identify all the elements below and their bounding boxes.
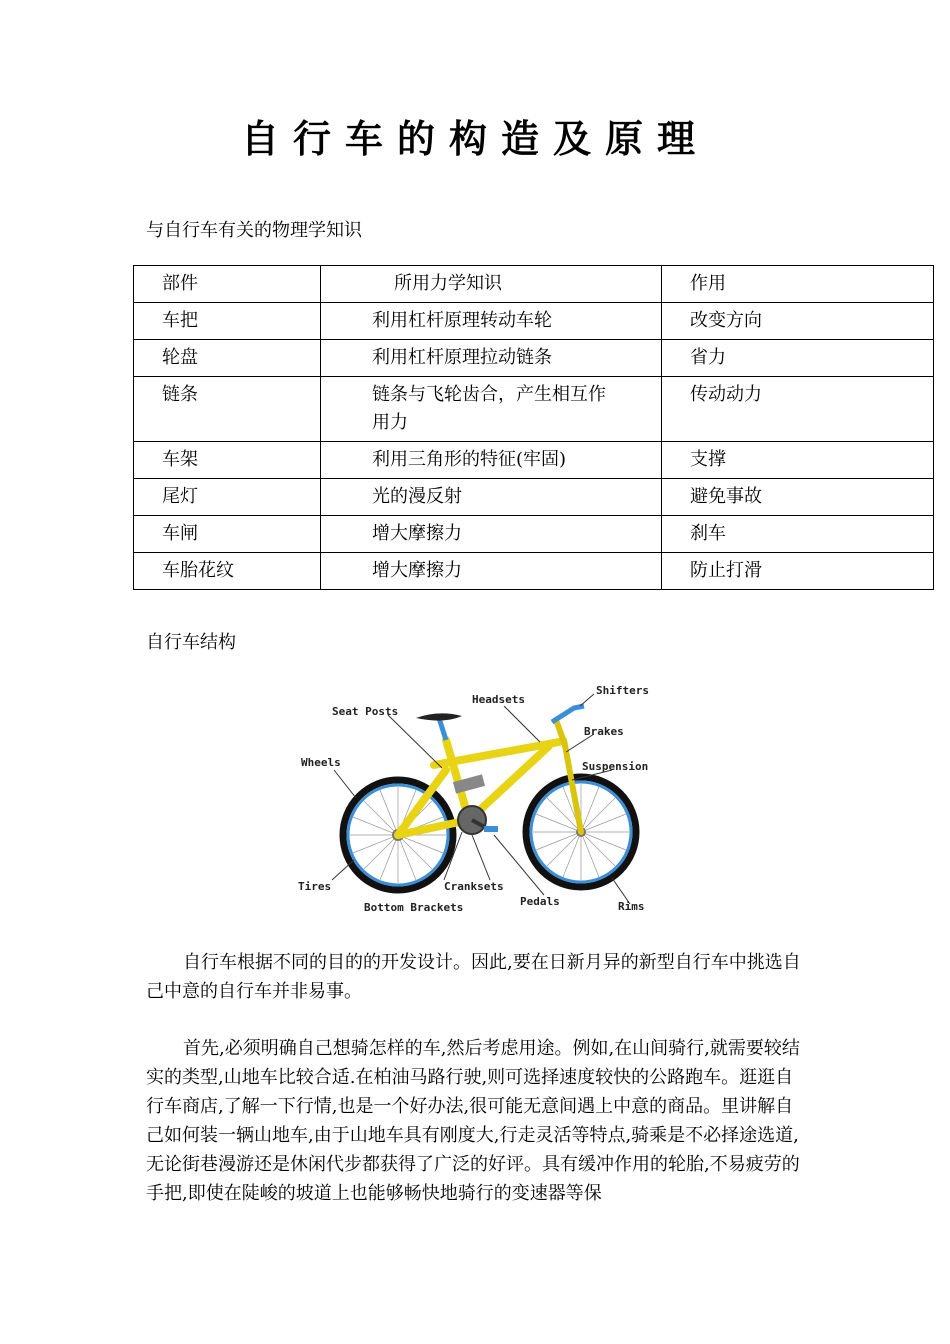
table-row	[134, 553, 934, 590]
table-cell-knowledge: 利用杠杆原理拉动链条	[321, 340, 662, 377]
table-cell-function: 刹车	[662, 516, 934, 553]
table-cell-function: 省力	[662, 340, 934, 377]
seat-post	[439, 718, 446, 740]
table-cell-knowledge: 光的漫反射	[321, 479, 662, 516]
label-bottom-brackets: Bottom Brackets	[364, 901, 464, 914]
table-row	[134, 479, 934, 516]
table-cell-function: 改变方向	[662, 303, 934, 340]
label-seat-posts: Seat Posts	[332, 705, 399, 718]
table-header-knowledge: 所用力学知识	[321, 266, 662, 303]
table-row	[134, 340, 934, 377]
pedal	[484, 826, 498, 832]
table-cell-part: 轮盘	[134, 340, 321, 377]
page-title: 自行车的构造及原理	[240, 116, 709, 161]
table-cell-function: 传动动力	[662, 377, 934, 442]
handlebar	[552, 706, 584, 722]
structure-title: 自行车结构	[146, 632, 236, 653]
label-cranksets: Cranksets	[444, 880, 504, 893]
table-cell-knowledge: 链条与飞轮齿合，产生相互作用力	[321, 377, 662, 442]
table-header-row	[134, 266, 934, 303]
table-cell-function: 防止打滑	[662, 553, 934, 590]
table-cell-part: 车架	[134, 442, 321, 479]
table-cell-part: 链条	[134, 377, 321, 442]
table-cell-part: 车把	[134, 303, 321, 340]
label-suspension: Suspension	[582, 760, 649, 773]
saddle	[416, 713, 462, 720]
label-rims: Rims	[618, 900, 645, 913]
table-cell-knowledge: 利用杠杆原理转动车轮	[321, 303, 662, 340]
table-cell-part: 车闸	[134, 516, 321, 553]
section-subtitle: 与自行车有关的物理学知识	[146, 220, 362, 241]
table-row	[134, 442, 934, 479]
label-pedals: Pedals	[520, 895, 560, 908]
table-cell-knowledge: 利用三角形的特征(牢固)	[321, 442, 662, 479]
paragraph-intro: 自行车根据不同的目的的开发设计。因此,要在日新月异的新型自行车中挑选自己中意的自行车并非易事。	[146, 952, 801, 1002]
label-tires: Tires	[298, 880, 332, 893]
table-row	[134, 377, 934, 442]
paragraph-body: 首先,必须明确自己想骑怎样的车,然后考虑用途。例如,在山间骑行,就需要较结实的类型,山地车比较合适.在柏油马路行驶,则可选择速度较快的公路跑车。逛逛自行车商店,了解一下行情,也是一个好办法,很可能无意间遇上中意的商品。里讲解自己如何装一辆山地车,由于山地车具有刚度大,行走灵活等特点,骑乘是不必择途选道,无论街巷漫游还是休闲代步都获得了广泛的好评。具有缓冲作用的轮胎,不易疲劳的手把,即使在陡峻的坡道上也能够畅快地骑行的变速器等保	[146, 1038, 800, 1204]
bicycle-diagram	[294, 680, 664, 920]
table-header-function: 作用	[662, 266, 934, 303]
label-shifters: Shifters	[596, 684, 649, 697]
table-cell-knowledge: 增大摩擦力	[321, 516, 662, 553]
label-brakes: Brakes	[584, 725, 624, 738]
label-headsets: Headsets	[472, 693, 525, 706]
table-cell-part: 尾灯	[134, 479, 321, 516]
table-row	[134, 516, 934, 553]
table-cell-part: 车胎花纹	[134, 553, 321, 590]
table-cell-knowledge: 增大摩擦力	[321, 553, 662, 590]
label-wheels: Wheels	[301, 756, 341, 769]
table-row	[134, 303, 934, 340]
physics-table	[133, 265, 934, 590]
table-header-part: 部件	[134, 266, 321, 303]
table-cell-function: 支撑	[662, 442, 934, 479]
table-cell-function: 避免事故	[662, 479, 934, 516]
